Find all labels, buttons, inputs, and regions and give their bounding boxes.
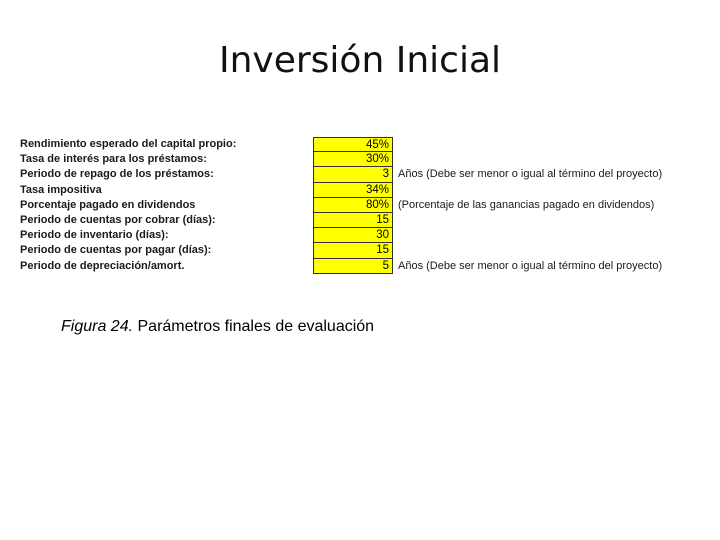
parameter-value-cell[interactable]: 5 <box>313 259 393 274</box>
parameter-label: Rendimiento esperado del capital propio: <box>20 138 237 150</box>
parameter-note: (Porcentaje de las ganancias pagado en dividendos) <box>398 198 655 211</box>
parameter-value-cell[interactable]: 15 <box>313 213 393 228</box>
parameter-value-cell[interactable]: 15 <box>313 243 393 258</box>
parameter-label: Periodo de cuentas por pagar (días): <box>20 244 212 257</box>
parameter-label: Tasa impositiva <box>20 183 102 196</box>
parameter-note: Años (Debe ser menor o igual al término del proyecto) <box>398 168 663 181</box>
parameter-value-cell[interactable]: 30 <box>313 228 393 243</box>
parameter-value-cell[interactable]: 30% <box>313 152 393 167</box>
parameter-label: Periodo de cuentas por cobrar (días): <box>20 213 216 226</box>
parameter-label: Periodo de inventario (días): <box>20 229 169 242</box>
parameter-label: Tasa de interés para los préstamos: <box>20 153 207 166</box>
parameter-value-cell[interactable]: 3 <box>313 167 393 182</box>
parameter-value-cell[interactable]: 34% <box>313 183 393 198</box>
parameter-label: Porcentaje pagado en dividendos <box>20 198 196 211</box>
parameter-value-cell[interactable]: 80% <box>313 198 393 213</box>
parameter-value-cell[interactable]: 45% <box>313 137 393 152</box>
parameter-label: Periodo de repago de los préstamos: <box>20 168 214 181</box>
parameter-label: Periodo de depreciación/amort. <box>20 259 185 272</box>
caption-text: Parámetros finales de evaluación <box>133 318 375 335</box>
figure-caption <box>61 318 374 336</box>
figure-number: Figura 24. <box>61 318 134 335</box>
parameter-note: Años (Debe ser menor o igual al término del proyecto) <box>398 259 663 272</box>
slide-title: Inversión Inicial <box>218 40 502 81</box>
